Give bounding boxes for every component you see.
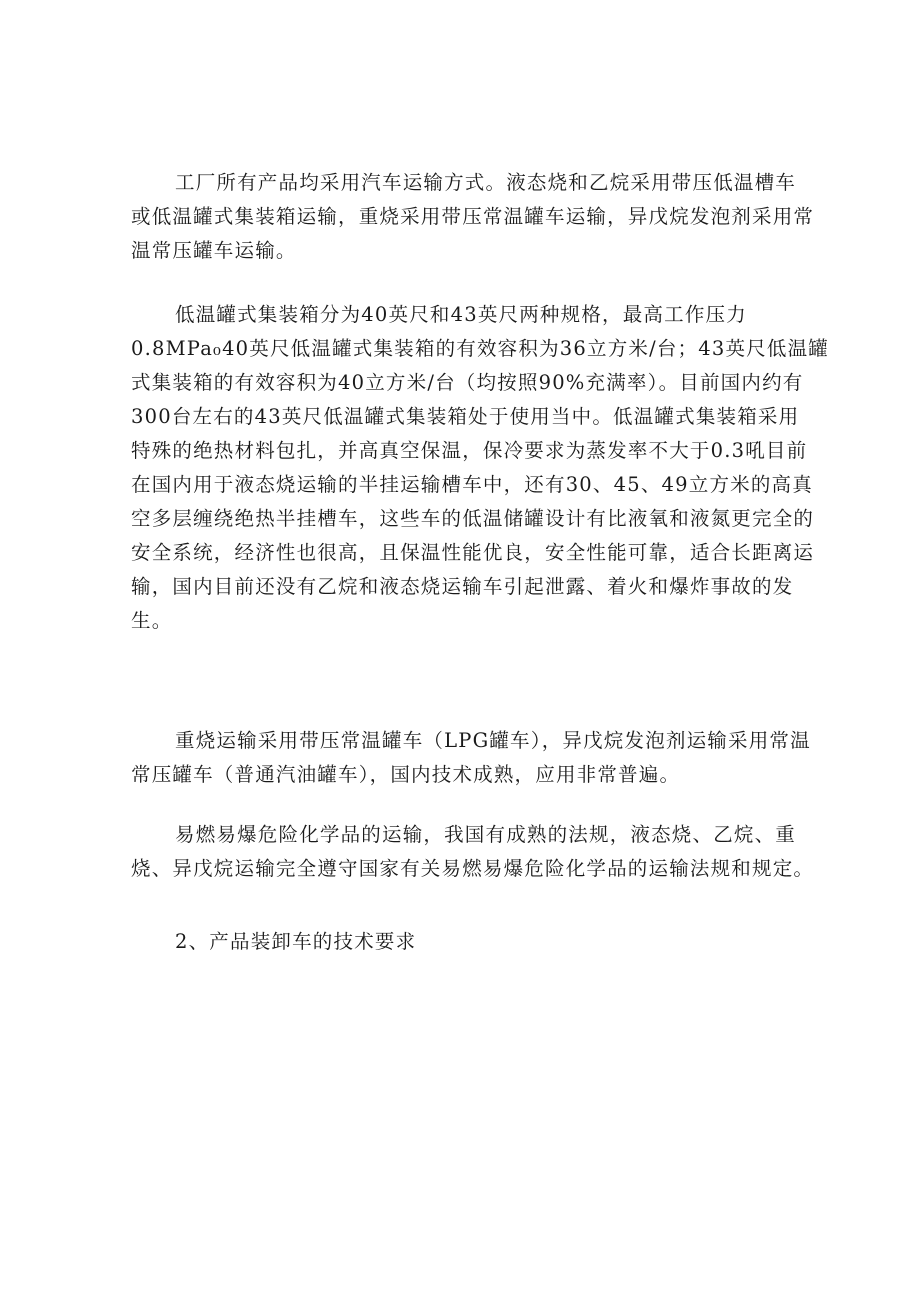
text-line: 安全系统，经济性也很高，且保温性能优良，安全性能可靠，适合长距离运 (131, 541, 815, 564)
text-line: 或低温罐式集装箱运输，重烧采用带压常温罐车运输，异戊烷发泡剂采用常 (131, 205, 815, 228)
paragraph-cryogenic-container (131, 298, 829, 638)
text-line: 重烧运输采用带压常温罐车（LPG罐车），异戊烷发泡剂运输采用常温 (175, 729, 811, 752)
text-line: 工厂所有产品均采用汽车运输方式。液态烧和乙烷采用带压低温槽车 (175, 171, 797, 194)
text-line: 输，国内目前还没有乙烷和液态烧运输车引起泄露、着火和爆炸事故的发 (131, 575, 794, 598)
text-line: 空多层缠绕绝热半挂槽车，这些车的低温储罐设计有比液氧和液氮更完全的 (131, 507, 815, 530)
text-line: 温常压罐车运输。 (131, 239, 297, 262)
text-line: 常压罐车（普通汽油罐车），国内技术成熟，应用非常普遍。 (131, 763, 681, 786)
section-heading-text: 2、产品装卸车的技术要求 (175, 930, 417, 953)
text-line: 易燃易爆危险化学品的运输，我国有成熟的法规，液态烧、乙烷、重 (175, 823, 797, 846)
paragraph-hazardous-regulations (131, 818, 815, 886)
text-line: 特殊的绝热材料包扎，并高真空保温，保冷要求为蒸发率不大于0.3吼目前 (131, 439, 808, 462)
text-line: 低温罐式集装箱分为40英尺和43英尺两种规格，最高工作压力 (175, 303, 747, 326)
text-line: 0.8MPa₀40英尺低温罐式集装箱的有效容积为36立方米/台；43英尺低温罐 (131, 337, 829, 360)
text-line: 烧、异戊烷运输完全遵守国家有关易燃易爆危险化学品的运输法规和规定。 (131, 857, 815, 880)
text-line: 生。 (131, 609, 173, 632)
text-line: 300台左右的43英尺低温罐式集装箱处于使用当中。低温罐式集装箱采用 (131, 405, 800, 428)
paragraph-transport-mode (131, 166, 815, 268)
text-line: 在国内用于液态烧运输的半挂运输槽车中，还有30、45、49立方米的高真 (131, 473, 813, 496)
text-line: 式集装箱的有效容积为40立方米/台（均按照90%充满率）。目前国内约有 (131, 371, 804, 394)
section-heading (131, 925, 801, 959)
paragraph-heavy-hydrocarbon-transport (131, 724, 811, 792)
